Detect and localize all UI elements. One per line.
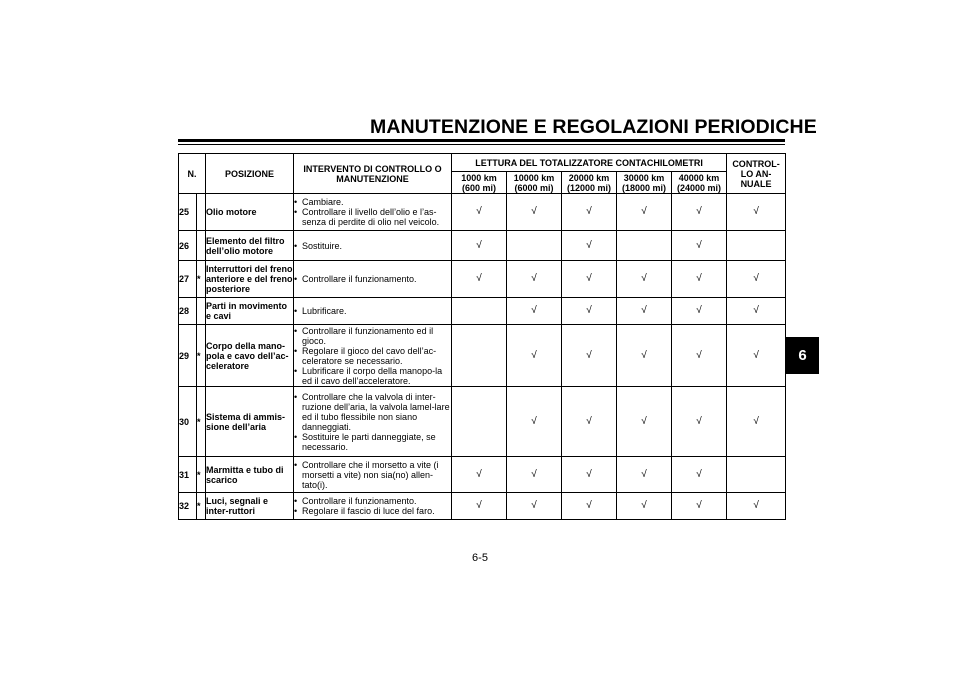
header-no: N. [179, 154, 206, 194]
check-mark: √ [617, 194, 672, 231]
title-rule-thin [178, 144, 785, 145]
row-position: Parti in movimento e cavi [206, 298, 294, 325]
table-row [179, 261, 786, 298]
dealer-service-marker: * [197, 493, 206, 520]
action-item: • Controllare il funzionamento ed il gioco. [294, 326, 451, 346]
action-item: • Lubrificare. [294, 306, 451, 316]
row-position: Corpo della mano-pola e cavo dell’ac-celeratore [206, 325, 294, 387]
check-mark: √ [507, 261, 562, 298]
check-mark: √ [562, 298, 617, 325]
page-title: MANUTENZIONE E REGOLAZIONI PERIODICHE [370, 116, 817, 138]
row-position: Luci, segnali e inter-ruttori [206, 493, 294, 520]
check-mark [452, 298, 507, 325]
check-mark: √ [452, 493, 507, 520]
check-mark: √ [562, 194, 617, 231]
check-mark: √ [727, 194, 786, 231]
header-interval: 10000 km (6000 mi) [507, 172, 562, 194]
check-mark: √ [507, 387, 562, 457]
check-mark: √ [727, 325, 786, 387]
title-rule-thick [178, 139, 785, 142]
action-item: • Regolare il gioco del cavo dell’ac-celeratore se necessario. [294, 346, 451, 366]
check-mark: √ [452, 457, 507, 493]
check-mark: √ [672, 261, 727, 298]
header-interval: 20000 km (12000 mi) [562, 172, 617, 194]
check-mark: √ [672, 387, 727, 457]
dealer-service-marker [197, 231, 206, 261]
row-position: Interruttori del freno anteriore e del freno posteriore [206, 261, 294, 298]
check-mark: √ [617, 457, 672, 493]
row-position: Elemento del filtro dell’olio motore [206, 231, 294, 261]
row-number: 27 [179, 261, 197, 298]
row-number: 30 [179, 387, 197, 457]
action-item: • Controllare il funzionamento. [294, 274, 451, 284]
check-mark: √ [672, 493, 727, 520]
action-item: • Controllare il funzionamento. [294, 496, 451, 506]
maintenance-table [178, 153, 786, 520]
row-actions [294, 325, 452, 387]
action-item: • Controllare che il morsetto a vite (i morsetti a vite) non sia(no) allen-tato(i). [294, 460, 451, 490]
row-number: 29 [179, 325, 197, 387]
check-mark: √ [617, 387, 672, 457]
check-mark [507, 231, 562, 261]
row-position: Sistema di ammis-sione dell’aria [206, 387, 294, 457]
page-number: 6-5 [472, 552, 488, 564]
check-mark: √ [672, 231, 727, 261]
header-annual: CONTROL-LO AN-NUALE [727, 154, 786, 194]
row-number: 28 [179, 298, 197, 325]
dealer-service-marker: * [197, 261, 206, 298]
dealer-service-marker [197, 298, 206, 325]
check-mark [617, 231, 672, 261]
check-mark: √ [727, 261, 786, 298]
row-number: 31 [179, 457, 197, 493]
check-mark: √ [452, 231, 507, 261]
check-mark: √ [672, 298, 727, 325]
action-item: • Controllare il livello dell’olio e l’as-senza di perdite di olio nel veicolo. [294, 207, 451, 227]
check-mark: √ [507, 457, 562, 493]
check-mark [452, 325, 507, 387]
check-mark: √ [562, 493, 617, 520]
header-interval: 30000 km (18000 mi) [617, 172, 672, 194]
check-mark: √ [617, 261, 672, 298]
table-row [179, 387, 786, 457]
row-number: 32 [179, 493, 197, 520]
chapter-tab: 6 [786, 337, 819, 374]
check-mark [452, 387, 507, 457]
header-odometer: LETTURA DEL TOTALIZZATORE CONTACHILOMETRI [452, 154, 727, 172]
header-interval: 40000 km (24000 mi) [672, 172, 727, 194]
check-mark: √ [617, 298, 672, 325]
row-actions [294, 457, 452, 493]
row-actions [294, 387, 452, 457]
table-row [179, 194, 786, 231]
check-mark: √ [452, 194, 507, 231]
check-mark: √ [617, 325, 672, 387]
table-row [179, 493, 786, 520]
row-position: Olio motore [206, 194, 294, 231]
row-actions [294, 194, 452, 231]
table-row [179, 325, 786, 387]
check-mark: √ [507, 298, 562, 325]
dealer-service-marker: * [197, 387, 206, 457]
action-item: • Lubrificare il corpo della manopo-la ed il cavo dell’acceleratore. [294, 366, 451, 386]
check-mark: √ [507, 325, 562, 387]
row-actions [294, 298, 452, 325]
check-mark: √ [562, 231, 617, 261]
check-mark: √ [672, 325, 727, 387]
check-mark: √ [617, 493, 672, 520]
check-mark: √ [507, 194, 562, 231]
row-number: 25 [179, 194, 197, 231]
dealer-service-marker [197, 194, 206, 231]
check-mark: √ [562, 325, 617, 387]
action-item: • Cambiare. [294, 197, 451, 207]
dealer-service-marker: * [197, 325, 206, 387]
row-actions [294, 261, 452, 298]
check-mark: √ [562, 261, 617, 298]
check-mark [727, 231, 786, 261]
header-interval: 1000 km (600 mi) [452, 172, 507, 194]
table-body [179, 194, 786, 520]
check-mark: √ [452, 261, 507, 298]
row-actions [294, 493, 452, 520]
check-mark: √ [672, 457, 727, 493]
row-number: 26 [179, 231, 197, 261]
row-actions [294, 231, 452, 261]
action-item: • Regolare il fascio di luce del faro. [294, 506, 451, 516]
check-mark: √ [562, 457, 617, 493]
table-row [179, 457, 786, 493]
header-position: POSIZIONE [206, 154, 294, 194]
table-row [179, 298, 786, 325]
check-mark: √ [727, 387, 786, 457]
check-mark [727, 457, 786, 493]
check-mark: √ [727, 298, 786, 325]
check-mark: √ [672, 194, 727, 231]
action-item: • Sostituire le parti danneggiate, se necessario. [294, 432, 451, 452]
header-action: INTERVENTO DI CONTROLLO O MANUTENZIONE [294, 154, 452, 194]
action-item: • Sostituire. [294, 241, 451, 251]
dealer-service-marker: * [197, 457, 206, 493]
action-item: • Controllare che la valvola di inter-ruzione dell’aria, la valvola lamel-lare ed il tubo flessibile non siano danneggiati. [294, 392, 451, 432]
table-row [179, 231, 786, 261]
check-mark: √ [507, 493, 562, 520]
check-mark: √ [727, 493, 786, 520]
check-mark: √ [562, 387, 617, 457]
row-position: Marmitta e tubo di scarico [206, 457, 294, 493]
